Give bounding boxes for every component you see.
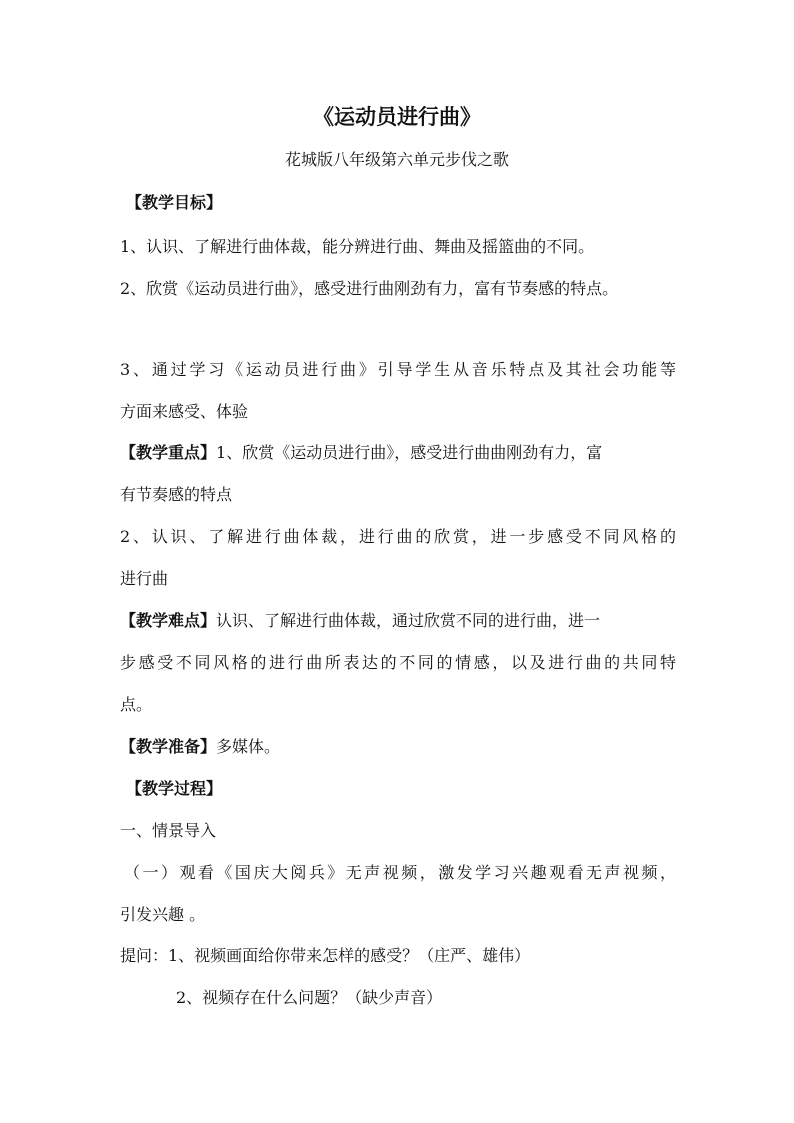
page-title: 《运动员进行曲》 (313, 104, 481, 129)
key-points-line-1 (120, 443, 602, 465)
process-question-1: 提问：1、视频画面给你带来怎样的感受？（庄严、雄伟） (120, 946, 531, 965)
difficulties-line-2: 步感受不同风格的进行曲所表达的不同的情感，以及进行曲的共同特 (120, 653, 676, 672)
objectives-heading: 【教学目标】 (126, 193, 223, 212)
page-subtitle: 花城版八年级第六单元步伐之歌 (284, 150, 509, 169)
objective-item-3-line-1: 3、通过学习《运动员进行曲》引导学生从音乐特点及其社会功能等 (120, 360, 676, 379)
key-points-heading: 【教学重点】 (120, 443, 217, 462)
difficulties-line-1 (120, 611, 600, 633)
objective-item-2: 2、欣赏《运动员进行曲》，感受进行曲刚劲有力，富有节奏感的特点。 (120, 279, 619, 298)
process-heading: 【教学过程】 (126, 779, 223, 798)
preparation-text: 多媒体。 (216, 737, 281, 756)
key-points-text: 1、欣赏《运动员进行曲》，感受进行曲曲刚劲有力，富 (216, 443, 603, 462)
difficulties-heading: 【教学难点】 (120, 611, 217, 630)
process-step-1-line-1: （一）观看《国庆大阅兵》无声视频，激发学习兴趣观看无声视频， (124, 863, 676, 882)
key-points-item-2-line-2: 进行曲 (120, 569, 169, 588)
difficulties-text: 认识、了解进行曲体裁，通过欣赏不同的进行曲，进一 (216, 611, 601, 630)
key-points-item-2-line-1: 2、认识、了解进行曲体裁，进行曲的欣赏，进一步感受不同风格的 (120, 527, 676, 546)
preparation-line (120, 737, 280, 759)
preparation-heading: 【教学准备】 (120, 737, 217, 756)
key-points-line-2: 有节奏感的特点 (120, 485, 233, 504)
process-step-1-line-2: 引发兴趣 。 (120, 905, 206, 924)
process-section-1: 一、情景导入 (120, 821, 217, 840)
objective-item-1: 1、认识、了解进行曲体裁，能分辨进行曲、舞曲及摇篮曲的不同。 (120, 237, 595, 256)
process-question-2: 2、视频存在什么问题？（缺少声音） (176, 988, 443, 1007)
objective-item-3-line-2: 方面来感受、体验 (120, 402, 249, 421)
difficulties-line-3: 点。 (120, 695, 153, 714)
